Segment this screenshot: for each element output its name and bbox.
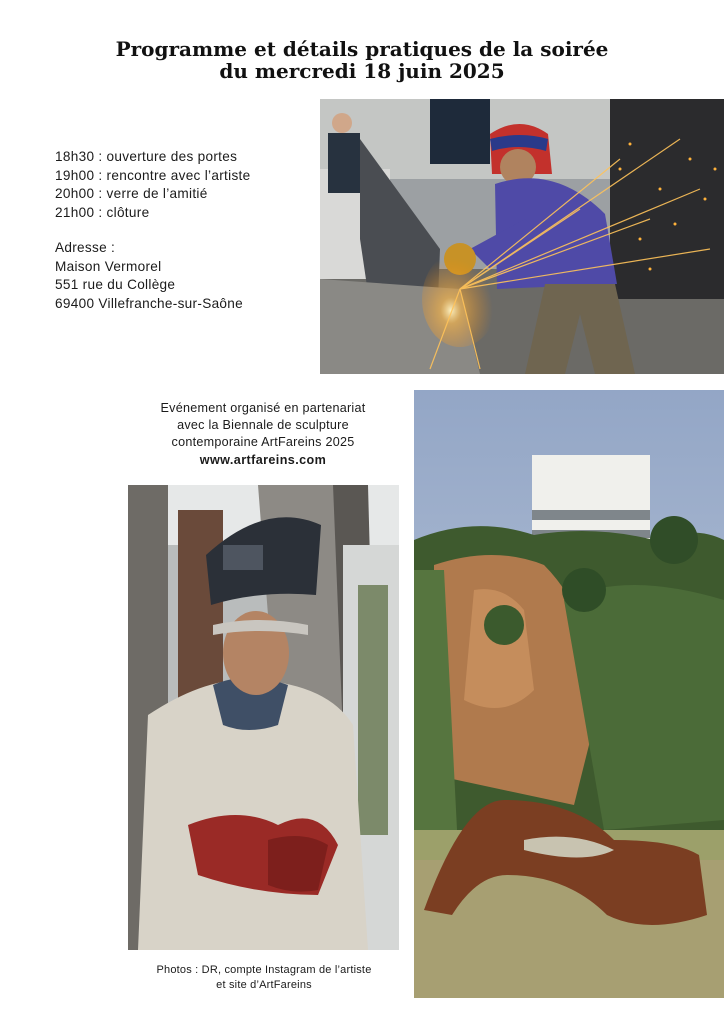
address-block — [55, 239, 243, 313]
schedule-item: 21h00 : clôture — [55, 204, 150, 220]
address-label: Adresse : — [55, 240, 116, 255]
partnership-line: Evénement organisé en partenariat — [160, 401, 366, 415]
welder-image — [128, 485, 399, 950]
caption-line: et site d’ArtFareins — [216, 979, 312, 991]
partnership-line: avec la Biennale de sculpture — [177, 418, 349, 433]
address-line: Maison Vermorel — [55, 258, 162, 274]
address-line: 69400 Villefranche-sur-Saône — [55, 295, 244, 311]
partnership-note — [118, 400, 408, 469]
welder-photo — [128, 485, 399, 950]
schedule-list — [55, 148, 251, 222]
sculpture-photo — [414, 390, 724, 998]
schedule-item: 19h00 : rencontre avec l’artiste — [55, 167, 251, 183]
title-line-1: Programme et détails pratiques de la soirée — [115, 37, 609, 61]
photo-credits — [128, 963, 400, 993]
page-title — [60, 38, 664, 82]
sculpture-image — [414, 390, 724, 998]
partnership-line: contemporaine ArtFareins 2025 — [171, 435, 355, 450]
title-line-2: du mercredi 18 juin 2025 — [219, 59, 505, 83]
schedule-item: 20h00 : verre de l’amitié — [55, 186, 208, 201]
grinder-sparks-photo — [320, 99, 724, 374]
website-link[interactable]: www.artfareins.com — [199, 452, 327, 467]
schedule-item: 18h30 : ouverture des portes — [55, 149, 238, 164]
address-line: 551 rue du Collège — [55, 277, 176, 292]
grinder-sparks-image — [320, 99, 724, 374]
caption-line: Photos : DR, compte Instagram de l’artiste — [156, 964, 372, 976]
